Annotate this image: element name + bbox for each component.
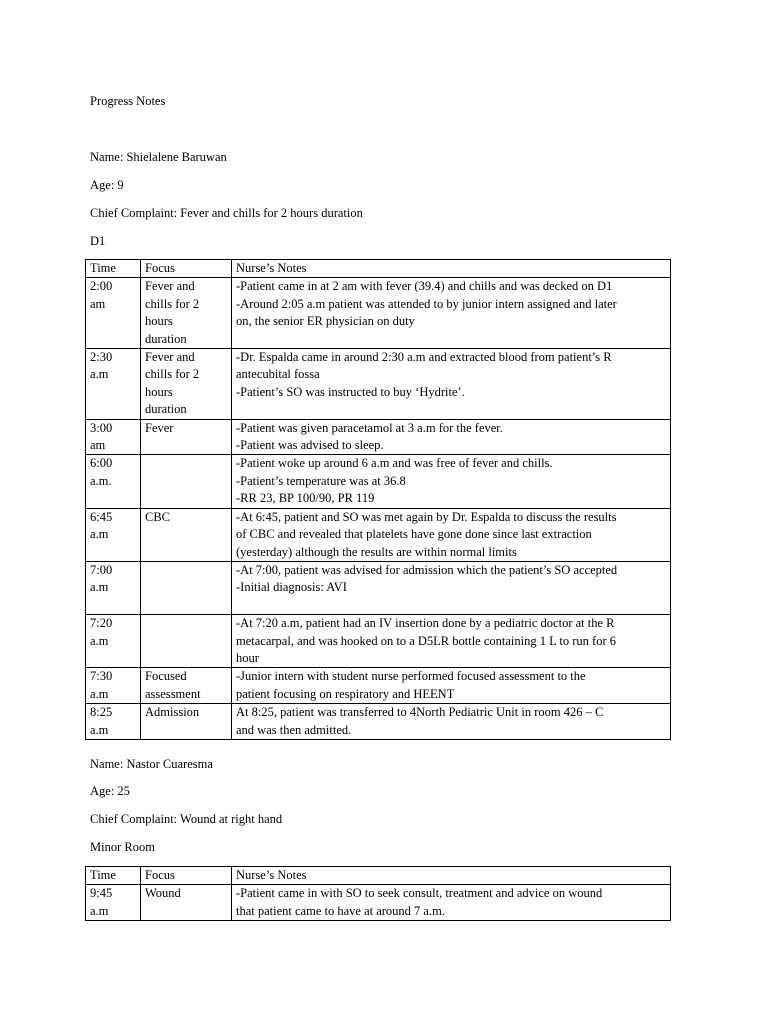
row-notes: -Patient came in at 2 am with fever (39.4) and chills and was decked on D1 -Around 2:05 a.m patient was attended to by junior intern assigned and later on, the senior ER physician on duty (232, 278, 671, 349)
chief-complaint: Chief Complaint: Fever and chills for 2 hours duration (90, 206, 363, 220)
row-time: 8:25 a.m (86, 704, 141, 740)
row-focus: Fever (141, 419, 232, 455)
row-time: 7:00 a.m (86, 561, 141, 614)
header-notes: Nurse’s Notes (232, 867, 671, 885)
progress-notes-table (85, 866, 671, 921)
patient-name: Name: Shielalene Baruwan (90, 150, 227, 164)
table-row (86, 455, 671, 508)
patient-age: Age: 25 (90, 784, 130, 798)
table-row (86, 349, 671, 420)
row-time: 7:30 a.m (86, 668, 141, 704)
header-focus: Focus (141, 867, 232, 885)
table-row (86, 278, 671, 349)
table-row (86, 668, 671, 704)
table-row (86, 885, 671, 921)
table-header-row (86, 867, 671, 885)
header-time: Time (86, 867, 141, 885)
progress-notes-table (85, 259, 671, 740)
row-notes: At 8:25, patient was transferred to 4North Pediatric Unit in room 426 – C and was then admitted. (232, 704, 671, 740)
row-focus: Wound (141, 885, 232, 921)
row-time: 2:30 a.m (86, 349, 141, 420)
table-row (86, 615, 671, 668)
row-notes: -Junior intern with student nurse performed focused assessment to the patient focusing on respiratory and HEENT (232, 668, 671, 704)
row-focus (141, 455, 232, 508)
table-row (86, 419, 671, 455)
row-notes: -At 6:45, patient and SO was met again by Dr. Espalda to discuss the results of CBC and revealed that platelets have gone done since last extraction (yesterday) although the results are within normal limits (232, 508, 671, 561)
header-time: Time (86, 260, 141, 278)
row-focus: Fever and chills for 2 hours duration (141, 278, 232, 349)
row-time: 9:45 a.m (86, 885, 141, 921)
header-notes: Nurse’s Notes (232, 260, 671, 278)
row-focus (141, 561, 232, 614)
row-time: 6:45 a.m (86, 508, 141, 561)
row-focus: Fever and chills for 2 hours duration (141, 349, 232, 420)
row-focus: Focused assessment (141, 668, 232, 704)
row-time: 3:00 am (86, 419, 141, 455)
row-notes: -At 7:00, patient was advised for admission which the patient’s SO accepted -Initial diagnosis: AVI (232, 561, 671, 614)
row-notes: -At 7:20 a.m, patient had an IV insertion done by a pediatric doctor at the R metacarpal, and was hooked on to a D5LR bottle containing 1 L to run for 6 hour (232, 615, 671, 668)
row-time: 7:20 a.m (86, 615, 141, 668)
location-label: Minor Room (90, 840, 155, 854)
page-title: Progress Notes (90, 94, 166, 108)
row-time: 2:00 am (86, 278, 141, 349)
header-focus: Focus (141, 260, 232, 278)
row-notes: -Patient woke up around 6 a.m and was free of fever and chills. -Patient’s temperature was at 36.8 -RR 23, BP 100/90, PR 119 (232, 455, 671, 508)
row-time: 6:00 a.m. (86, 455, 141, 508)
table-row (86, 561, 671, 614)
row-notes: -Patient was given paracetamol at 3 a.m for the fever. -Patient was advised to sleep. (232, 419, 671, 455)
patient-name: Name: Nastor Cuaresma (90, 757, 213, 771)
row-notes: -Patient came in with SO to seek consult, treatment and advice on wound that patient came to have at around 7 a.m. (232, 885, 671, 921)
row-focus: Admission (141, 704, 232, 740)
row-focus: CBC (141, 508, 232, 561)
table-row (86, 704, 671, 740)
location-label: D1 (90, 234, 106, 248)
chief-complaint: Chief Complaint: Wound at right hand (90, 812, 283, 826)
patient-age: Age: 9 (90, 178, 124, 192)
row-focus (141, 615, 232, 668)
table-row (86, 508, 671, 561)
row-notes: -Dr. Espalda came in around 2:30 a.m and extracted blood from patient’s R antecubital fossa -Patient’s SO was instructed to buy ‘Hydrite’. (232, 349, 671, 420)
table-header-row (86, 260, 671, 278)
